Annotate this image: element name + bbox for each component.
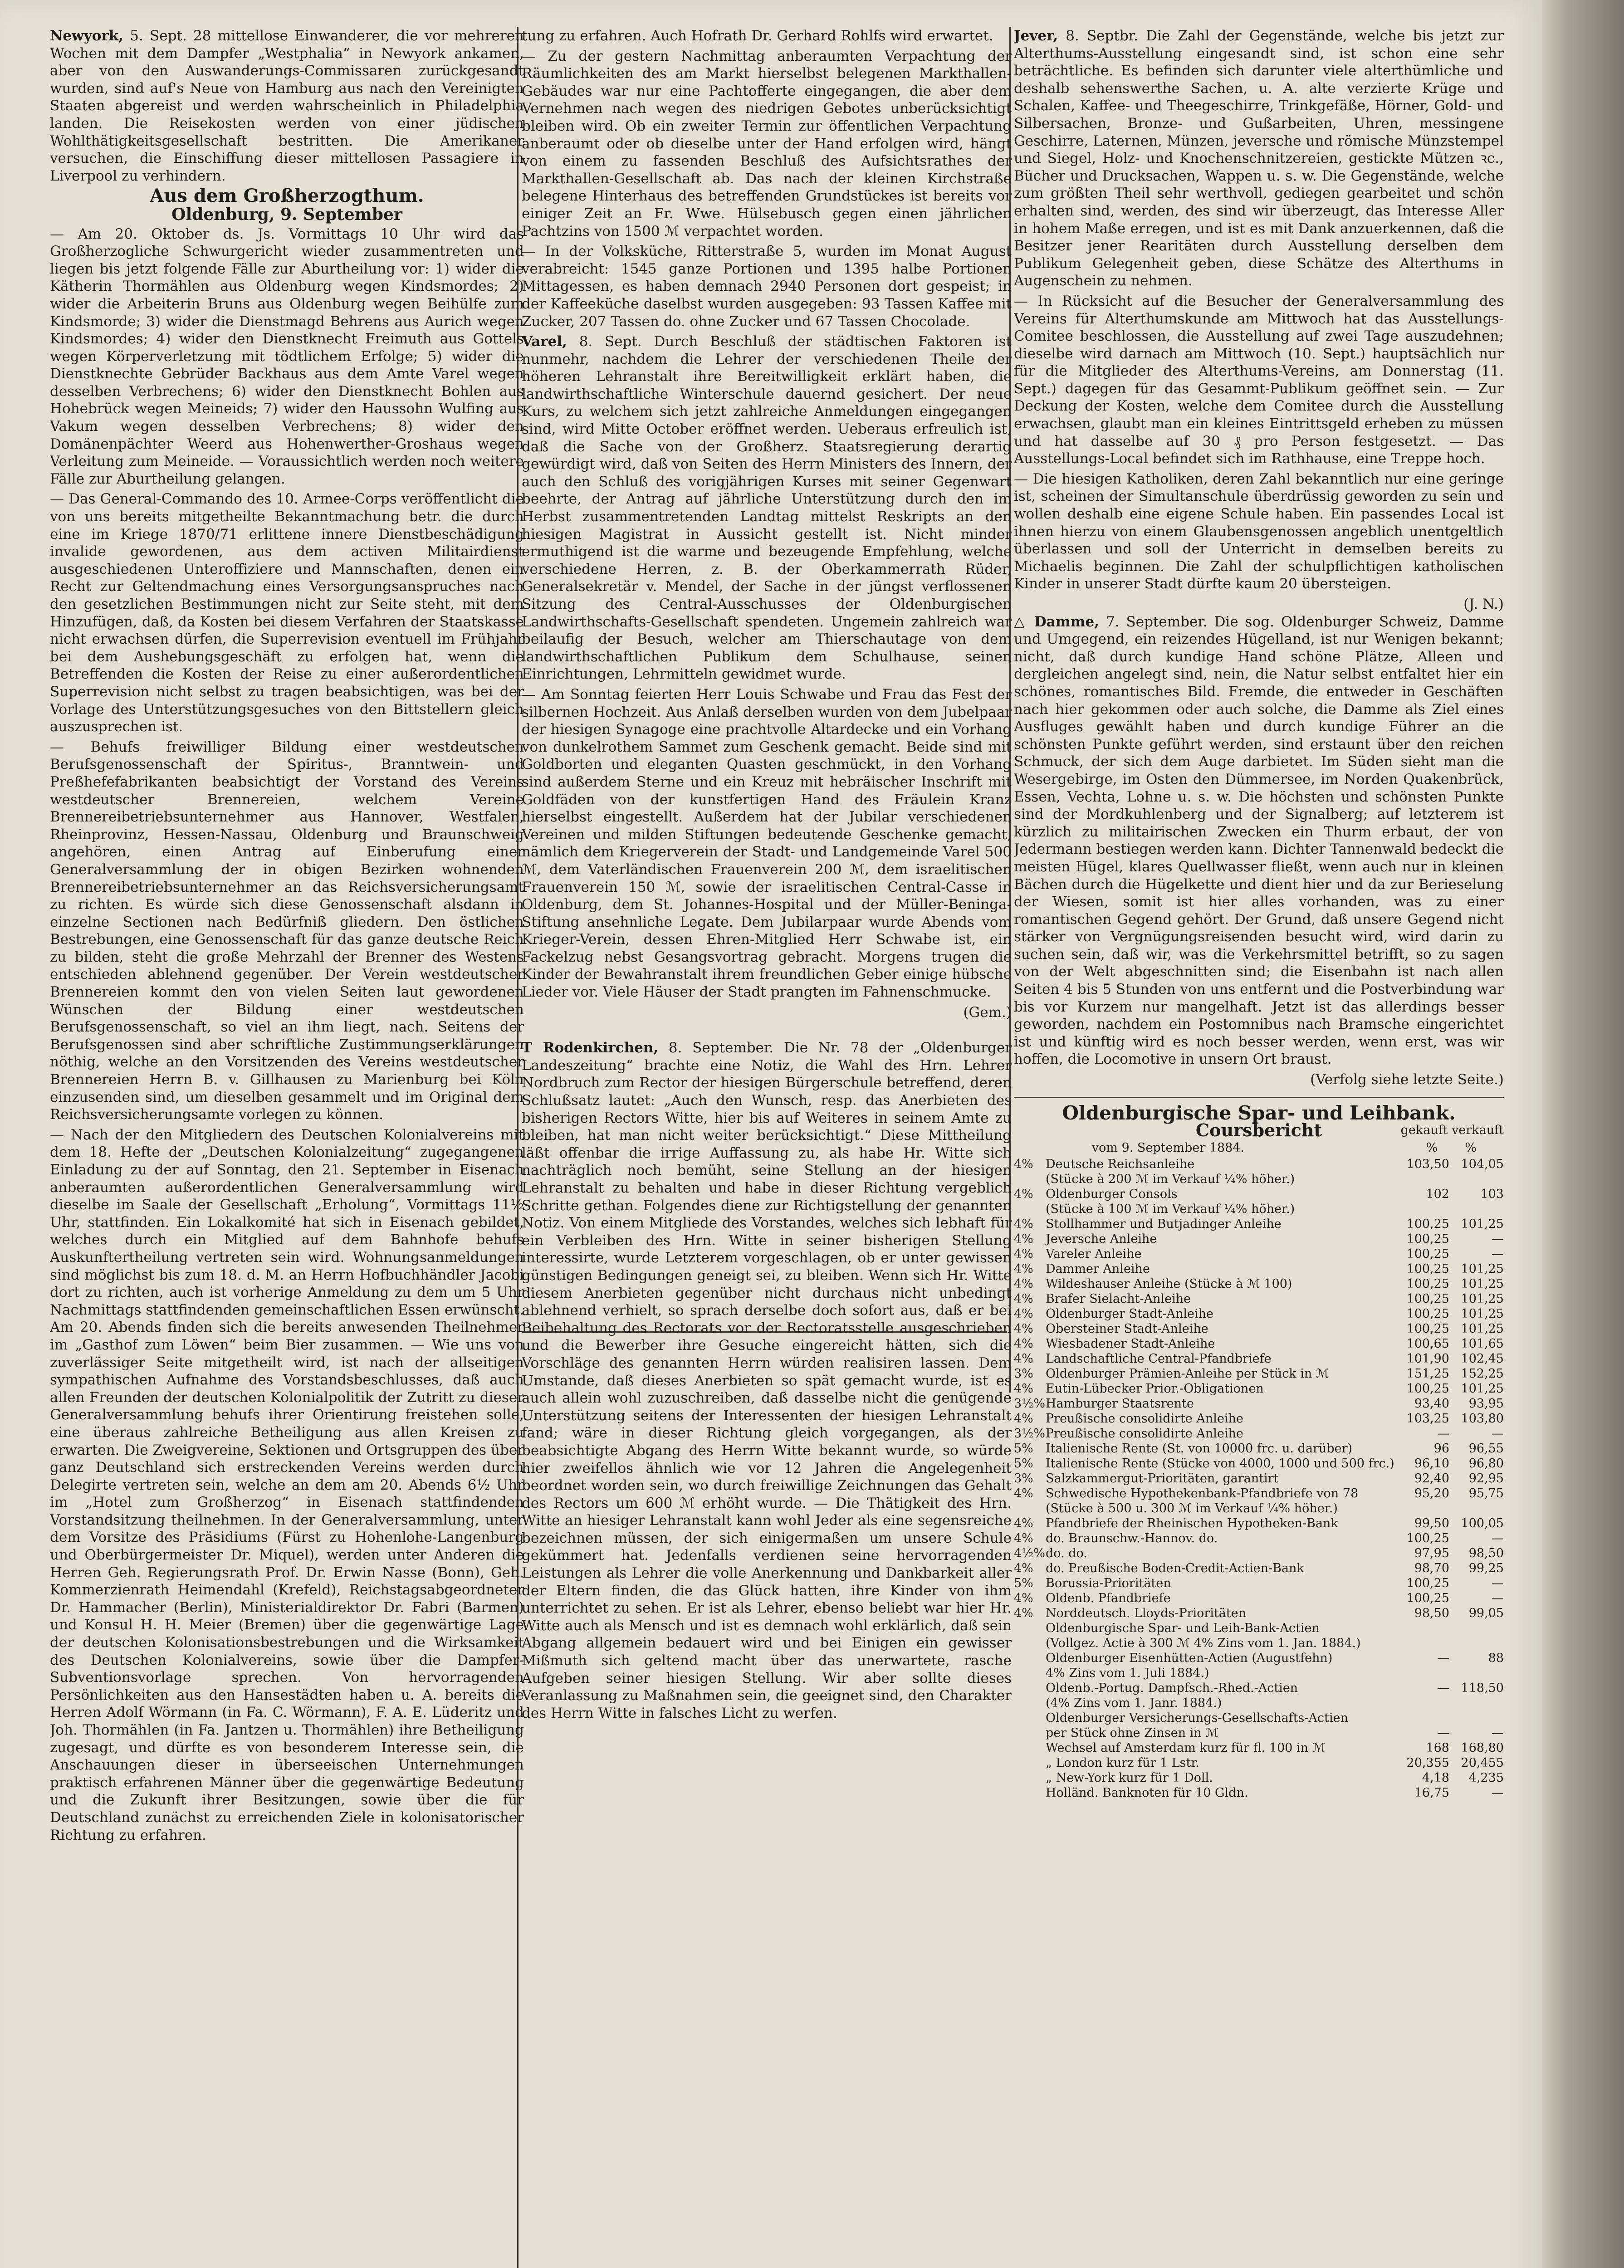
rate-row (1014, 1591, 1504, 1606)
article-text: 8. September. Die Nr. 78 der „Oldenburger Landeszeitung“ brachte eine Notiz, die Wahl des Hrn. Lehrer Nordbruch zum Rector der hiesigen Bürgerschule betreffend, deren Schlußsatz lautet: „Auch den Wunsch, resp. das Anerbieten des bisherigen Rectors Witte, hier bis auf Weiteres in seinem Amte zu bleiben, hat man nicht weiter berücksichtigt.“ Diese Mittheilung läßt offenbar die irrige Auffassung zu, als habe Hr. Witte sich nachträglich noch bemüht, seine Stellung an der hiesigen Lehranstalt zu behalten und habe in dieser Richtung vergeblich Schritte gethan. Folgendes diene zur Richtigstellung der genannten Notiz. Von einem Mitgliede des Vorstandes, welches sich lebhaft für ein Verbleiben des Hrn. Witte in seiner bisherigen Stellung interessirte, wurde Letzterem vorgeschlagen, ob er unter gewissen günstigen Bedingungen geneigt sei, zu bleiben. Wenn sich Hr. Witte diesem Anerbieten gegenüber nicht durchaus nicht unbedingt ablehnend verhielt, so sprach derselbe doch sofort aus, daß er bei Beibehaltung des Rectorats vor der Rectoratsstelle ausgeschrieben und die Bewerber ihre Gesuche eingereicht hätten, sich die Vorschläge des genannten Herrn würden realisiren lassen. Dem Umstande, daß dieses Anerbieten so spät gemacht wurde, ist es auch allein wohl zuzuschreiben, daß dasselbe nicht die genügende Unterstützung seitens der Interessenten der hiesigen Lehranstalt fand; wäre in dieser Richtung gleich vorgegangen, als der beabsichtigte Abgang des Herrn Witte bekannt wurde, so würde hier zweifellos ähnlich wie vor 12 Jahren die Angelegenheit beordnet worden sein, wo durch freiwillige Zeichnungen das Gehalt des Rectors um 600 ℳ erhöht wurde. — Die Thätigkeit des Hrn. Witte an hiesiger Lehranstalt kann wohl Jeder als eine segensreiche bezeichnen müssen, der sich einigermaßen um unsere Schule gekümmert hat. Jedenfalls verdienen seine hervorragenden Leistungen als Lehrer die volle Anerkennung und Dankbarkeit aller der Eltern finden, die das Glück hatten, ihre Kinder von ihm unterrichtet zu sehen. Er ist als Lehrer, ebenso beliebt war hier Hr. Witte auch als Mensch und ist es demnach wohl erklärlich, daß sein Abgang allgemein bedauert wird und bei Einigen ein gewisser Mißmuth sich geltend macht über das unerwartete, rasche Aufgeben seiner hiesigen Stellung. Wir aber sollte dieses Veranlassung zu Maßnahmen sein, die geeignet sind, den Charakter des Herrn Witte in falsches Licht zu werfen. (522, 1040, 1012, 1721)
rate-bought (1395, 1172, 1449, 1187)
rate-row (1014, 1576, 1504, 1591)
article-jever (1014, 27, 1504, 290)
rate-bought: 103,25 (1406, 1412, 1449, 1426)
rate-row (1014, 1725, 1504, 1740)
article-signature: (Verfolg siehe letzte Seite.) (1310, 1071, 1504, 1088)
rate-sold (1449, 1202, 1504, 1217)
rate-row (1014, 1516, 1504, 1531)
rate-bought: 100,25 (1406, 1292, 1449, 1306)
rate-name: „ New-York kurz für 1 Doll. (1046, 1771, 1213, 1785)
rate-sold: — (1492, 1531, 1504, 1546)
pct-symbol: % (1465, 1140, 1477, 1155)
rate-bought: 100,65 (1406, 1337, 1449, 1351)
column-right (1014, 27, 1504, 2268)
rate-row (1014, 1351, 1504, 1366)
rate-name: Stollhammer und Butjadinger Anleihe (1046, 1217, 1282, 1232)
rate-bought: 100,25 (1406, 1531, 1449, 1546)
dateline-heading: Oldenburg, 9. September (171, 205, 402, 224)
rate-name: Norddeutsch. Lloyds-Prioritäten (1046, 1606, 1247, 1621)
rate-sold: — (1492, 1591, 1504, 1606)
rate-row (1014, 1456, 1504, 1471)
rate-name: per Stück ohne Zinsen in ℳ (1046, 1726, 1219, 1740)
article-text: 8. Sept. Durch Beschluß der städtischen Faktoren ist nunmehr, nachdem die Lehrer der verschiedenen Theile der höheren Lehranstalt ihre Bereitwilligkeit erklärt haben, die landwirthschaftliche Winterschule dauernd gesichert. Der neue Kurs, zu welchem sich jetzt zahlreiche Anmeldungen eingegangen sind, wird Mitte October eröffnet werden. Ueberaus erfreulich ist, daß die Sache von der Großherz. Staatsregierung derartig gewürdigt wird, daß von Seiten des Herrn Ministers des Innern, der auch den Schluß des vorigjährigen Kurses mit seiner Gegenwart beehrte, der Antrag auf jährliche Unterstützung durch den im Herbst zusammentretenden Landtag mittelst Reskripts an den hiesigen Magistrat in Aussicht gestellt ist. Nicht minder ermuthigend ist die warme und bezeugende Empfehlung, welche verschiedene Herren, z. B. der Oberkammerrath Rüder, Generalsekretär v. Mendel, der Sache in der jüngst verflossenen Sitzung des Central-Ausschusses der Oldenburgischen Landwirthschafts-Gesellschaft spendeten. Ungemein zahlreich war beilaufig der Besuch, welcher am Thierschautage von dem landwirthschaftlichen Publikum dem Schulhause, seinen Einrichtungen, Lehrmitteln gewidmet wurde. (522, 333, 1012, 683)
rate-row (1014, 1157, 1504, 1172)
rate-percent: 3½% (1014, 1397, 1046, 1411)
rate-sold: 101,25 (1461, 1292, 1504, 1306)
rate-name: do. Braunschw.-Hannov. do. (1046, 1531, 1218, 1546)
rate-bought: — (1437, 1681, 1449, 1696)
rate-row (1014, 1396, 1504, 1411)
rate-percent: 4% (1014, 1157, 1033, 1172)
exchange-rate-report (1014, 1101, 1504, 1801)
rate-name: do. Preußische Boden-Credit-Actien-Bank (1046, 1561, 1304, 1576)
rate-percent: 4% (1014, 1412, 1033, 1426)
rate-sold: — (1492, 1232, 1504, 1246)
rate-percent (1014, 1711, 1046, 1725)
rate-percent (1014, 1770, 1046, 1785)
rate-bought: 101,90 (1406, 1352, 1449, 1366)
rate-bought: 100,25 (1406, 1232, 1449, 1246)
report-subtitle: Coursbericht (1195, 1120, 1322, 1141)
rate-sold: 100,05 (1461, 1516, 1504, 1531)
rate-sold: 101,25 (1461, 1322, 1504, 1336)
rate-row (1014, 1202, 1504, 1217)
rate-name: Oldenb. Pfandbriefe (1046, 1591, 1171, 1606)
rate-name: Schwedische Hypothekenbank-Pfandbriefe von 78 (1046, 1486, 1359, 1501)
column-left (50, 27, 524, 2268)
rate-sold: — (1492, 1427, 1504, 1441)
rate-percent (1014, 1651, 1046, 1666)
rate-sold: 96,80 (1468, 1457, 1504, 1471)
rate-row (1014, 1441, 1504, 1456)
rate-bought: 100,25 (1406, 1307, 1449, 1321)
rate-name: Jeversche Anleihe (1046, 1232, 1157, 1246)
rate-sold: 101,25 (1461, 1307, 1504, 1321)
article-paragraph: — In der Volksküche, Ritterstraße 5, wurden im Monat August verabreicht: 1545 ganze Portionen und 1395 halbe Portionen Mittagessen, es haben demnach 2940 Personen dort gespeist; in der Kaffeeküche daselbst wurden ausgegeben: 93 Tassen Kaffee mit Zucker, 207 Tassen do. ohne Zucker und 67 Tassen Chocolade. (522, 243, 1012, 330)
rate-sold (1449, 1711, 1504, 1725)
rate-bought (1395, 1202, 1449, 1217)
rate-row (1014, 1666, 1504, 1681)
rate-name: Preußische consolidirte Anleihe (1046, 1412, 1243, 1426)
rate-bought: 93,40 (1414, 1397, 1449, 1411)
rate-bought: 100,25 (1406, 1247, 1449, 1261)
rate-percent (1014, 1202, 1046, 1217)
rate-row (1014, 1261, 1504, 1276)
rate-name: Vareler Anleihe (1046, 1247, 1142, 1261)
rate-percent: 5% (1014, 1442, 1033, 1456)
rate-row (1014, 1636, 1504, 1651)
rate-percent (1014, 1696, 1046, 1711)
rate-row (1014, 1366, 1504, 1381)
rate-percent: 4% (1014, 1337, 1033, 1351)
rate-percent (1014, 1621, 1046, 1636)
rate-name: Italienische Rente (St. von 10000 frc. u. darüber) (1046, 1442, 1353, 1456)
rate-bought: 103,50 (1406, 1157, 1449, 1172)
rate-name: Brafer Sielacht-Anleihe (1046, 1292, 1191, 1306)
rate-name: Wiesbadener Stadt-Anleihe (1046, 1337, 1215, 1351)
rate-sold: 101,25 (1461, 1262, 1504, 1276)
header-sold: verkauft (1452, 1123, 1504, 1138)
rate-name: Holländ. Banknoten für 10 Gldn. (1046, 1786, 1248, 1800)
rate-sold: — (1492, 1576, 1504, 1591)
article-paragraph: — Zu der gestern Nachmittag anberaumten Verpachtung der Räumlichkeiten des am Markt hierselbst belegenen Markthallen-Gebäudes war nur eine Pachtofferte eingegangen, die aber dem Vernehmen nach wegen des niedrigen Gebotes unberücksichtigt bleiben wird. Ob ein zweiter Termin zur öffentlichen Verpachtung anberaumt oder ob dieselbe unter der Hand erfolgen wird, hängt von einem zu fassenden Beschluß des Aufsichtsrathes der Markthallen-Gesellschaft ab. Das nach der kleinen Kirchstraße belegene Hinterhaus des betreffenden Grundstückes ist bereits vor einiger Zeit an Fr. Wwe. Hülsebusch gegen einen jährlichen Pachtzins von 1500 ℳ verpachtet worden. (522, 48, 1012, 240)
rate-name: Dammer Anleihe (1046, 1262, 1150, 1276)
rate-row (1014, 1755, 1504, 1770)
rate-percent: 3% (1014, 1367, 1033, 1381)
rate-name: Hamburger Staatsrente (1046, 1397, 1194, 1411)
rate-bought: 92,40 (1414, 1471, 1449, 1486)
bank-title: Oldenburgische Spar- und Leihbank. (1062, 1101, 1456, 1124)
rate-percent (1014, 1725, 1046, 1740)
rate-name: do. do. (1046, 1546, 1087, 1561)
rate-bought: 102 (1426, 1187, 1449, 1202)
rate-percent (1014, 1636, 1046, 1651)
rate-sold: 98,50 (1468, 1546, 1504, 1561)
rate-row (1014, 1486, 1504, 1501)
rate-sold: 101,65 (1461, 1337, 1504, 1351)
article-signature: (Gem.) (963, 1004, 1012, 1021)
rate-bought: 4,18 (1422, 1771, 1449, 1785)
rate-sold: 20,455 (1461, 1756, 1504, 1770)
rate-sold: 152,25 (1461, 1367, 1504, 1381)
rate-percent: 3½% (1014, 1427, 1046, 1441)
rate-sold: 101,25 (1461, 1217, 1504, 1232)
rate-row (1014, 1606, 1504, 1621)
rate-percent: 4% (1014, 1232, 1033, 1246)
article-signature: (J. N.) (1463, 596, 1504, 612)
dateline: Jever, (1014, 28, 1058, 44)
rate-bought (1395, 1696, 1449, 1711)
rate-bought: 16,75 (1414, 1786, 1449, 1800)
dateline: △ Damme, (1014, 613, 1099, 630)
rate-sold (1449, 1666, 1504, 1681)
article-paragraph: — Das General-Commando des 10. Armee-Corps veröffentlicht die von uns bereits mitgetheilte Bekanntmachung betr. die durch eine im Kriege 1870/71 erlittene innere Dienstbeschädigung invalide gewordenen, aus dem activen Militairdienst ausgeschiedenen Unteroffiziere und Mannschaften, denen ein Recht zur Geltendmachung eines Versorgungsanspruches nach den gesetzlichen Bestimmungen nicht zur Seite steht, mit dem Hinzufügen, daß, da Kosten bei diesem Verfahren der Staatskasse nicht erwachsen dürfen, die Superrevision eventuell im Frühjahr bei dem Aushebungsgeschäft zu erfolgen hat, wenn die Betreffenden die Kosten der Reise zu einer außerordentlichen Superrevision nicht selbst zu tragen beabsichtigen, was bei der Vorlage des Unterstützungsgesuches von den Bittstellern gleich auszusprechen ist. (50, 491, 524, 735)
rate-row (1014, 1740, 1504, 1755)
rate-bought: 99,50 (1414, 1516, 1449, 1531)
rate-sold: 4,235 (1468, 1771, 1504, 1785)
rate-row (1014, 1621, 1504, 1636)
rate-percent: 3% (1014, 1471, 1033, 1486)
rate-bought: 96,10 (1414, 1457, 1449, 1471)
rate-bought: — (1437, 1726, 1449, 1740)
rate-sold: 92,95 (1468, 1471, 1504, 1486)
rate-name: 4% Zins vom 1. Juli 1884.) (1046, 1666, 1209, 1681)
page-edge (1542, 0, 1624, 2268)
rate-sold: 88 (1488, 1651, 1504, 1666)
rate-bought (1395, 1621, 1449, 1636)
rate-bought: 100,25 (1406, 1277, 1449, 1291)
rate-sold (1449, 1621, 1504, 1636)
rate-name: Italienische Rente (Stücke von 4000, 1000 und 500 frc.) (1046, 1457, 1394, 1471)
rate-name: Wildeshauser Anleihe (Stücke à ℳ 100) (1046, 1277, 1292, 1291)
rate-row (1014, 1651, 1504, 1666)
rate-sold: 103,80 (1461, 1412, 1504, 1426)
rate-row (1014, 1426, 1504, 1441)
rate-percent: 5% (1014, 1576, 1033, 1591)
rate-percent: 5% (1014, 1457, 1033, 1471)
rate-percent (1014, 1666, 1046, 1681)
article-paragraph: — Die hiesigen Katholiken, deren Zahl bekanntlich nur eine geringe ist, scheinen der Simultanschule überdrüssig geworden zu sein und wollen deshalb eine eigene Schule haben. Ein passendes Local ist ihnen hierzu von einem Glaubensgenossen angeblich unentgeltlich überlassen und soll der Unterricht in demselben bereits zu Michaelis beginnen. Die Zahl der schulpflichtigen katholischen Kinder in unserer Stadt dürfte kaum 20 übersteigen. (1014, 470, 1504, 592)
report-date: vom 9. September 1884. (1091, 1140, 1245, 1155)
rate-bought: 100,25 (1406, 1576, 1449, 1591)
rate-row (1014, 1172, 1504, 1187)
rate-percent: 4% (1014, 1591, 1033, 1606)
rate-row (1014, 1217, 1504, 1232)
rate-sold: 168,80 (1461, 1741, 1504, 1755)
dateline: Varel, (522, 333, 567, 350)
rate-bought (1395, 1711, 1449, 1725)
header-bought: gekauft (1400, 1123, 1448, 1138)
rate-sold: 103 (1480, 1187, 1504, 1202)
rate-sold: 99,25 (1468, 1561, 1504, 1576)
article-newyork (50, 27, 524, 185)
rate-name: Oldenburger Prämien-Anleihe per Stück in ℳ (1046, 1367, 1329, 1381)
rate-row (1014, 1501, 1504, 1516)
rate-percent: 4% (1014, 1262, 1033, 1276)
rate-name: Borussia-Prioritäten (1046, 1576, 1171, 1591)
rate-percent: 4% (1014, 1292, 1033, 1306)
article-text: 5. Sept. 28 mittellose Einwanderer, die vor mehreren Wochen mit dem Dampfer „Westphalia“ in Newyork ankamen, aber von den Auswanderungs-Commissaren zurückgesandt wurden, sind auf's Neue von Hamburg aus nach den Vereinigten Staaten abgereist und werden wahrscheinlich in Philadelphia landen. Die Reisekosten werden von einer jüdischen Wohlthätigkeitsgesellschaft bestritten. Die Amerikaner versuchen, die Einschiffung dieser mittellosen Passagiere in Liverpool zu verhindern. (50, 28, 524, 184)
rate-name: Wechsel auf Amsterdam kurz für fl. 100 in ℳ (1046, 1741, 1326, 1755)
rate-row (1014, 1785, 1504, 1800)
rate-row (1014, 1561, 1504, 1576)
rate-sold (1449, 1636, 1504, 1651)
rate-percent: 4% (1014, 1352, 1033, 1366)
rate-sold (1449, 1696, 1504, 1711)
rate-sold: 101,25 (1461, 1382, 1504, 1396)
rate-bought: 100,25 (1406, 1382, 1449, 1396)
rate-percent: 4% (1014, 1606, 1033, 1621)
rate-bought: 98,50 (1414, 1606, 1449, 1621)
rate-bought: 98,70 (1414, 1561, 1449, 1576)
rate-row (1014, 1232, 1504, 1246)
article-varel (522, 333, 1012, 683)
rate-row (1014, 1546, 1504, 1561)
rate-percent: 4% (1014, 1516, 1033, 1531)
rate-row (1014, 1276, 1504, 1291)
rate-bought: 168 (1426, 1741, 1449, 1755)
pct-symbol: % (1426, 1140, 1438, 1155)
rate-bought: 151,25 (1406, 1367, 1449, 1381)
rate-percent: 4% (1014, 1322, 1033, 1336)
rate-name: Landschaftliche Central-Pfandbriefe (1046, 1352, 1272, 1366)
rate-percent: 4% (1014, 1187, 1033, 1202)
rate-bought: 100,25 (1406, 1591, 1449, 1606)
rate-percent (1014, 1785, 1046, 1800)
rate-name: Pfandbriefe der Rheinischen Hypotheken-Bank (1046, 1516, 1338, 1531)
rate-sold: 101,25 (1461, 1277, 1504, 1291)
rate-name: Deutsche Reichsanleihe (1046, 1157, 1195, 1172)
rate-bought: 96 (1433, 1442, 1449, 1456)
rate-sold (1449, 1501, 1504, 1516)
rate-bought: 95,20 (1414, 1486, 1449, 1501)
rate-sold: 93,95 (1468, 1397, 1504, 1411)
article-text: 7. September. Die sog. Oldenburger Schweiz, Damme und Umgegend, ein reizendes Hügelland, ist nur Wenigen bekannt; nicht, daß durch kundige Hand schöne Plätze, Alleen und dergleichen angelegt sind, nein, die Natur selbst entfaltet hier ein schönes, romantisches Bild. Fremde, die entweder in Geschäften nach hier gekommen oder auch solche, die Damme als Ziel eines Ausfluges gewählt haben und durch kundige Führer an die schönsten Punkte geführt werden, sind erstaunt über den reichen Schmuck, der sich dem Auge darbietet. Im Süden sieht man die Wesergebirge, im Osten den Dümmersee, im Norden Quakenbrück, Essen, Vechta, Lohne u. s. w. Die höchsten und schönsten Punkte sind der Mordkuhlenberg und der Signalberg; auf letzterem ist kürzlich zu militairischen Zwecken ein Thurm erbaut, der von Jedermann bestiegen werden kann. Dichter Tannenwald bedeckt die meisten Hügel, klares Quellwasser fließt, wenn auch nur in kleinen Bächen durch die Hügelkette und dient hier und da zur Berieselung der Wiesen, somit ist hier alles vorhanden, was zu einer romantischen Gegend gehört. Der Grund, daß unsere Gegend nicht stärker von Vergnügungsreisenden besucht wird, wird darin zu suchen sein, daß wir, was die Verkehrsmittel betrifft, so zu sagen von der Welt abgeschnitten sind; die Eisenbahn ist nach allen Seiten 4 bis 5 Stunden von uns entfernt und die Postverbindung war bis vor Kurzem nur mangelhaft. Jetzt ist das allerdings besser geworden, nachdem ein Postomnibus nach Bramsche eingerichtet ist und künftig wird es noch besser werden, wenn erst, was wir hoffen, die Locomotive in unsern Ort braust. (1014, 613, 1504, 1068)
rate-sold: — (1492, 1726, 1504, 1740)
rate-name: „ London kurz für 1 Lstr. (1046, 1756, 1199, 1770)
rate-row (1014, 1711, 1504, 1725)
rate-row (1014, 1696, 1504, 1711)
rate-bought: 100,25 (1406, 1217, 1449, 1232)
rate-row (1014, 1291, 1504, 1306)
rate-row (1014, 1381, 1504, 1396)
rate-name: Oldenb.-Portug. Dampfsch.-Rhed.-Actien (1046, 1681, 1298, 1696)
rate-sold: 96,55 (1468, 1442, 1504, 1456)
article-paragraph: — Nach der den Mitgliedern des Deutschen Kolonialvereins mit dem 18. Hefte der „Deutschen Kolonialzeitung“ zugegangenen Einladung zu der auf Sonntag, den 21. September in Eisenach anberaumten außerordentlichen Generalversammlung wird dieselbe im Saale der Gesellschaft „Erholung“, Vormittags 11½ Uhr, stattfinden. Ein Lokalkomité hat sich in Eisenach gebildet, welches durch ein Mitglied auf dem Bahnhofe behufs Auskunftertheilung vertreten sein wird. Wohnungsanmeldungen sind möglichst bis zum 18. d. M. an Herrn Hofbuchhändler Jacobi dort zu richten, auch ist vorherige Anmeldung zu dem um 5 Uhr Nachmittags stattfindenden gemeinschaftlichen Essen erwünscht. Am 20. Abends finden sich die bereits anwesenden Theilnehmer im „Gasthof zum Löwen“ beim Bier zusammen. — Wie uns von zuverlässiger Seite mitgetheilt wird, ist nach der allseitigen sympathischen Aufnahme des Vorstandsbeschlusses, daß auch allen Freunden der deutschen Kolonialpolitik der Zutritt zu dieser Generalversammlung behufs ihrer Orientirung freistehen solle, eine überaus zahlreiche Betheiligung aus allen Kreisen zu erwarten. Die Zweigvereine, Sektionen und Ortsgruppen des über ganz Deutschland sich erstreckenden Vereins werden durch Delegirte vertreten sein, welche an dem am 20. Abends 6½ Uhr im „Hotel zum Großherzog“ in Eisenach stattfindenden Vorstandsitzung theilnehmen. In der Generalversammlung, unter dem Vorsitze des Präsidiums (Fürst zu Hohenlohe-Langenburg und Oberbürgermeister Dr. Miquel), werden unter Anderen die Herren Geh. Regierungsrath Prof. Dr. Erwin Nasse (Bonn), Geh. Kommerzienrath Heimendahl (Krefeld), Reichstagsabgeordneter Dr. Hammacher (Berlin), Ministerialdirektor Dr. Fabri (Barmen) und Konsul H. H. Meier (Bremen) über die gegenwärtige Lage der deutschen Kolonisationsbestrebungen und die Wirksamkeit des Deutschen Kolonialvereins, sowie über die Dampfer-Subventionsvorlage sprechen. Von hervorragenden Persönlichkeiten aus den Hansestädten haben u. A. bereits die Herren Adolf Wörmann (in Fa. C. Wörmann), F. A. E. Lüderitz und Joh. Thormählen (in Fa. Jantzen u. Thormählen) ihre Betheiligung zugesagt, und dürfte es von besonderem Interesse sein, die Anschauungen dieser in überseeischen Unternehmungen praktisch erfahrenen Männer über die gegenwärtige Bedeutung und die Zukunft ihrer Besitzungen, sowie über die für Deutschland zunächst zu erreichenden Ziele in kolonisatorischer Richtung zu erfahren. (50, 1126, 524, 1843)
rate-percent: 4% (1014, 1486, 1033, 1501)
rate-percent: 4% (1014, 1531, 1033, 1546)
rate-bought: 100,25 (1406, 1322, 1449, 1336)
rate-bought: 97,95 (1414, 1546, 1449, 1561)
rate-sold: — (1492, 1247, 1504, 1261)
rate-row (1014, 1471, 1504, 1486)
rate-percent (1014, 1681, 1046, 1696)
rate-percent: 4% (1014, 1247, 1033, 1261)
rate-percent: 4% (1014, 1561, 1033, 1576)
rate-row (1014, 1246, 1504, 1261)
rate-sold: 104,05 (1461, 1157, 1504, 1172)
dateline: T Rodenkirchen, (522, 1040, 659, 1056)
rate-percent: 4½% (1014, 1546, 1046, 1561)
article-continuation: tung zu erfahren. Auch Hofrath Dr. Gerhard Rohlfs wird erwartet. (522, 28, 993, 44)
rate-percent (1014, 1501, 1046, 1516)
rate-sold: 99,05 (1468, 1606, 1504, 1621)
rate-name: Obersteiner Stadt-Anleihe (1046, 1322, 1208, 1336)
article-paragraph: — In Rücksicht auf die Besucher der Generalversammlung des Vereins für Alterthumskunde am Mittwoch hat das Ausstellungs-Comitee beschlossen, die Ausstellung auf zwei Tage auszudehnen; dieselbe wird darnach am Mittwoch (10. Sept.) hauptsächlich nur für die Mitglieder des Alterthums-Vereins, am Donnerstag (11. Sept.) dagegen für das Gesammt-Publikum geöffnet sein. — Zur Deckung der Kosten, welche dem Comitee durch die Ausstellung erwachsen, glaubt man ein kleines Eintrittsgeld erheben zu müssen und hat dasselbe auf 30 ₰ pro Person festgesetzt. — Das Ausstellungs-Local befindet sich im Rathhause, eine Treppe hoch. (1014, 293, 1504, 467)
rates-table (1014, 1157, 1504, 1800)
rate-name: Oldenburgische Spar- und Leih-Bank-Actien (1046, 1621, 1320, 1636)
rate-name: Preußische consolidirte Anleihe (1046, 1427, 1243, 1441)
rate-sold: 102,45 (1461, 1352, 1504, 1366)
rate-sold: 118,50 (1461, 1681, 1504, 1696)
article-text: 8. Septbr. Die Zahl der Gegenstände, welche bis jetzt zur Alterthums-Ausstellung eingesandt sind, ist schon eine sehr beträchtliche. Es befinden sich darunter viele alterthümliche und deshalb sehenswerthe Sachen, u. A. alte verzierte Krüge und Schalen, Kaffee- und Theegeschirre, Trinkgefäße, Hörner, Gold- und Silbersachen, Bronze- und Gußarbeiten, Uhren, messingene Geschirre, Laternen, Münzen, jeversche und römische Münzstempel und Siegel, Holz- und Knochenschnitzereien, gestickte Mützen ꝛc., Bücher und Drucksachen, Wappen u. s. w. Die Gegenstände, welche zum größten Theil sehr werthvoll, gediegen gearbeitet und schön erhalten sind, werden, des sind wir überzeugt, das Interesse Aller in hohem Maße erregen, und ist es mit Dank anzuerkennen, daß die Besitzer jener Rearitäten durch Ausstellung derselben dem Publikum Gelegenheit geben, diese Schätze des Alterthums in Augenschein zu nehmen. (1014, 28, 1504, 289)
rate-percent: 4% (1014, 1307, 1033, 1321)
rate-row (1014, 1770, 1504, 1785)
rate-bought (1395, 1666, 1449, 1681)
article-paragraph: — Behufs freiwilliger Bildung einer westdeutschen Berufsgenossenschaft der Spiritus-, Branntwein- und Preßhefefabrikanten beabsichtigt der Vorstand des Vereins westdeutscher Brennereien, welchem Vereine Brennereibetriebsunternehmer aus Hannover, Westfalen, Rheinprovinz, Hessen-Nassau, Oldenburg und Braunschweig angehören, einen Antrag auf Einberufung einer Generalversammlung der in obigen Bezirken wohnenden Brennereibetriebsunternehmer an das Reichsversicherungsamt zu richten. Es würde sich diese Genossenschaft alsdann in einzelne Sectionen nach Bedürfniß gliedern. Den östlichen Bestrebungen, eine Genossenschaft für das ganze deutsche Reich zu bilden, steht die große Mehrzahl der Brenner des Westens entschieden ablehnend gegenüber. Der Verein westdeutscher Brennereien kommt den von vielen Seiten laut gewordenen Wünschen der Bildung einer westdeutschen Berufsgenossenschaft, so viel an ihm liegt, nach. Seitens der Berufsgenossen sind aber schriftliche Zustimmungserklärungen nöthig, welche an den Vorsitzenden des Vereins westdeutscher Brennereien Herrn B. v. Gillhausen zu Marienburg bei Köln einzusenden sind, um dieselben gesammelt und im Original dem Reichsversicherungsamte vorlegen zu können. (50, 738, 524, 1123)
rate-bought (1395, 1636, 1449, 1651)
article-rodenkirchen (522, 1039, 1012, 1722)
rate-row (1014, 1336, 1504, 1351)
rate-percent (1014, 1755, 1046, 1770)
rate-row (1014, 1681, 1504, 1696)
rate-bought: 100,25 (1406, 1262, 1449, 1276)
section-heading: Aus dem Großherzogthum. (150, 185, 424, 207)
rate-name: Oldenburger Stadt-Anleihe (1046, 1307, 1213, 1321)
rate-name: (Vollgez. Actie à 300 ℳ 4% Zins vom 1. Jan. 1884.) (1046, 1636, 1361, 1651)
rate-sold: — (1492, 1786, 1504, 1800)
rate-name: Oldenburger Eisenhütten-Actien (Augustfehn) (1046, 1651, 1333, 1666)
rate-name: Oldenburger Versicherungs-Gesellschafts-Actien (1046, 1711, 1348, 1725)
rate-row (1014, 1306, 1504, 1321)
rate-name: (Stücke à 500 u. 300 ℳ im Verkauf ¼% höher.) (1046, 1501, 1338, 1516)
rate-name: (4% Zins vom 1. Janr. 1884.) (1046, 1696, 1222, 1711)
rate-bought: 20,355 (1406, 1756, 1449, 1770)
rate-row (1014, 1187, 1504, 1202)
article-paragraph: — Am 20. Oktober ds. Js. Vormittags 10 Uhr wird das Großherzogliche Schwurgericht wieder zusammentreten und liegen bis jetzt folgende Fälle zur Aburtheilung vor: 1) wider die Kätherin Thormählen aus Oldenburg wegen Kindsmordes; 2) wider die Arbeiterin Bruns aus Oldenburg wegen Beihülfe zum Kindsmorde; 3) wider die Dienstmagd Behrens aus Aurich wegen Kindsmordes; 4) wider den Dienstknecht Freimuth aus Gottels wegen Körperverletzung mit tödtlichem Erfolge; 5) wider die Dienstknechte Gebrüder Backhaus aus dem Amte Varel wegen desselben Verbrechens; 6) wider den Dienstknecht Bohlen aus Hohebrück wegen Meineids; 7) wider den Haussohn Wulfing aus Vakum wegen desselben Verbrechens; 8) wider den Domänenpächter Weerd aus Hohenwerther-Groshaus wegen Verleitung zum Meineide. — Voraussichtlich werden noch weitere Fälle zur Aburtheilung gelangen. (50, 225, 524, 487)
section-divider (1014, 1097, 1504, 1098)
rate-percent (1014, 1740, 1046, 1755)
rate-row (1014, 1321, 1504, 1336)
rate-name: Salzkammergut-Prioritäten, garantirt (1046, 1471, 1279, 1486)
rate-row (1014, 1411, 1504, 1426)
rate-name: Eutin-Lübecker Prior.-Obligationen (1046, 1382, 1264, 1396)
article-damme (1014, 613, 1504, 1068)
rate-name: (Stücke à 200 ℳ im Verkauf ¼% höher.) (1046, 1172, 1295, 1187)
rate-percent: 4% (1014, 1277, 1033, 1291)
dateline: Newyork, (50, 28, 124, 44)
rate-name: Oldenburger Consols (1046, 1187, 1178, 1202)
rate-bought: — (1437, 1427, 1449, 1441)
rate-sold (1449, 1172, 1504, 1187)
rate-bought: — (1437, 1651, 1449, 1666)
rate-row (1014, 1531, 1504, 1546)
rate-name: (Stücke à 100 ℳ im Verkauf ¼% höher.) (1046, 1202, 1295, 1217)
rate-percent (1014, 1172, 1046, 1187)
rate-percent: 4% (1014, 1217, 1033, 1232)
article-paragraph: — Am Sonntag feierten Herr Louis Schwabe und Frau das Fest der silbernen Hochzeit. Aus Anlaß derselben wurden von dem Jubelpaar der hiesigen Synagoge eine prachtvolle Altardecke und ein Vorhang von dunkelrothem Sammet zum Geschenk gemacht. Beide sind mit Goldborten und eleganten Quasten geschmückt, in den Vorhang sind außerdem Sterne und ein Kreuz mit hebräischer Inschrift mit Goldfäden von der kunstfertigen Hand des Fräulein Kranz hierselbst eingestellt. Außerdem hat der Jubilar verschiedenen Vereinen und milden Stiftungen bedeutende Geschenke gemacht, nämlich dem Kriegerverein der Stadt- und Landgemeinde Varel 500 ℳ, dem Vaterländischen Frauenverein 200 ℳ, dem israelitischen Frauenverein 150 ℳ, sowie der israelitischen Central-Casse in Oldenburg, dem St. Johannes-Hospital und der Müller-Beninga-Stiftung ansehnliche Legate. Dem Jubilarpaar wurde Abends vom Krieger-Verein, dessen Ehren-Mitglied Herr Schwabe ist, ein Fackelzug nebst Gesangsvortrag gebracht. Morgens trugen die Kinder der Bewahranstalt ihrem freundlichen Geber einige hübsche Lieder vor. Viele Häuser der Stadt prangten im Fahnenschmucke. (522, 686, 1012, 1001)
rate-bought (1395, 1501, 1449, 1516)
column-middle (522, 27, 1012, 2268)
rate-sold: 95,75 (1468, 1486, 1504, 1501)
rate-percent: 4% (1014, 1382, 1033, 1396)
